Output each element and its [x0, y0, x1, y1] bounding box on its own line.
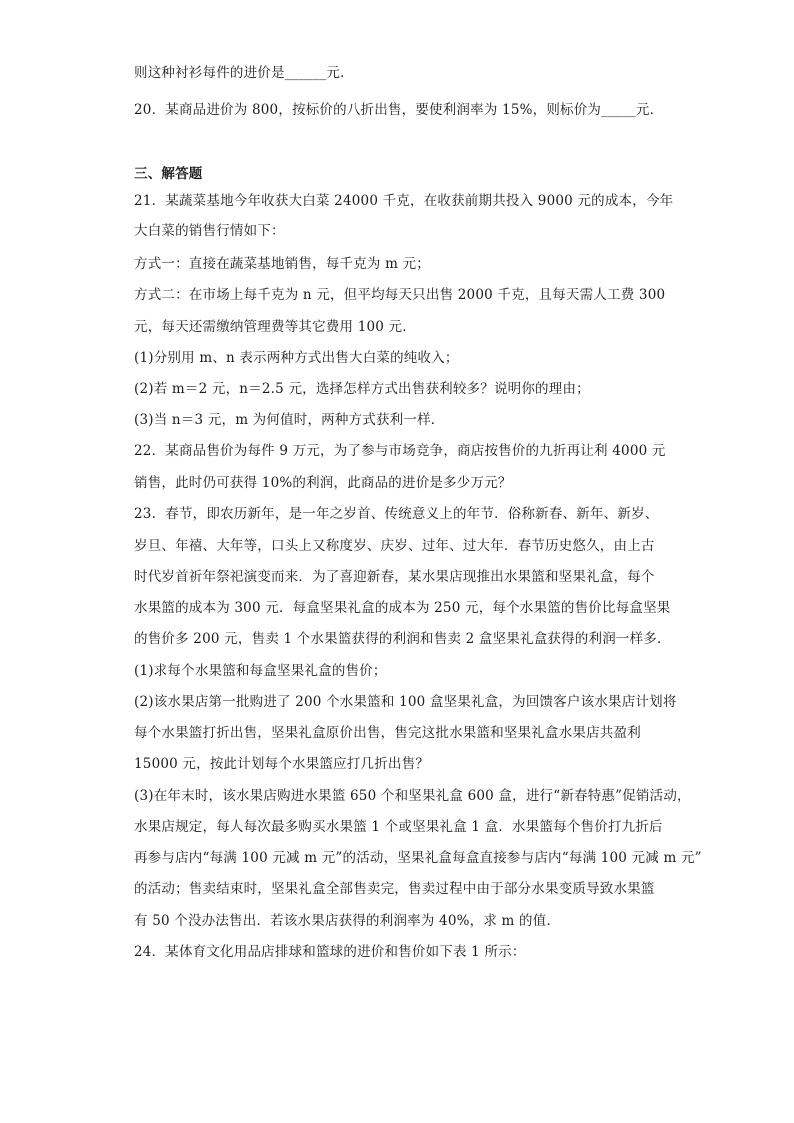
- q21-option-2: 方式二：在市场上每千克为 n 元，但平均每天只出售 2000 千克，且每天需人工费 300: [134, 287, 666, 303]
- q23-part-3-line-5: 有 50 个没办法售出．若该水果店获得的利润率为 40%，求 m 的值．: [134, 913, 561, 929]
- q19-tail: 则这种衬衫每件的进价是______元．: [134, 65, 354, 81]
- q24-line-1: 24．某体育文化用品店排球和篮球的进价和售价如下表 1 所示：: [134, 944, 526, 960]
- q23-part-2-line-2: 每个水果篮打折出售，坚果礼盒原价出售，售完这批水果篮和坚果礼盒水果店共盈利: [134, 725, 641, 741]
- q23-part-2-line-1: (2)该水果店第一批购进了 200 个水果篮和 100 盒坚果礼盒，为回馈客户该水果店计划将: [134, 694, 677, 710]
- q23-part-3-line-1: (3)在年末时，该水果店购进水果篮 650 个和坚果礼盒 600 盒，进行“新春特惠”促销活动，: [134, 788, 691, 804]
- q23-part-1: (1)求每个水果篮和每盒坚果礼盒的售价；: [134, 663, 387, 679]
- q23-line-2: 岁旦、年禧、大年等，口头上又称度岁、庆岁、过年、过大年．春节历史悠久，由上古: [134, 538, 655, 554]
- q23-line-5: 的售价多 200 元，售卖 1 个水果篮获得的利润和售卖 2 盒坚果礼盒获得的利润一样多．: [134, 631, 671, 647]
- q21-option-2-cont: 元，每天还需缴纳管理费等其它费用 100 元．: [134, 319, 416, 335]
- q23-line-4: 水果篮的成本为 300 元．每盒坚果礼盒的成本为 250 元，每个水果篮的售价比每盒坚果: [134, 600, 671, 616]
- q20-text: 20．某商品进价为 800，按标价的八折出售，要使利润率为 15%，则标价为_____元．: [134, 102, 664, 118]
- q22-line-1: 22．某商品售价为每件 9 万元，为了参与市场竞争，商店按售价的九折再让利 4000 元: [134, 443, 666, 459]
- q23-part-3-line-4: 的活动；售卖结束时，坚果礼盒全部售卖完，售卖过程中由于部分水果变质导致水果篮: [134, 881, 655, 897]
- q21-line-1: 21．某蔬菜基地今年收获大白菜 24000 千克，在收获前期共投入 9000 元的成本，今年: [134, 193, 674, 209]
- q22-line-2: 销售，此时仍可获得 10%的利润，此商品的进价是多少万元？: [134, 475, 512, 491]
- q23-part-3-line-2: 水果店规定，每人每次最多购买水果篮 1 个或坚果礼盒 1 盒．水果篮每个售价打九折后: [134, 819, 663, 835]
- q21-line-2: 大白菜的销售行情如下：: [134, 223, 285, 239]
- q23-part-3-line-3: 再参与店内“每满 100 元减 m 元”的活动，坚果礼盒每盒直接参与店内“每满 100 元减 m 元”: [134, 850, 702, 866]
- q23-line-1: 23．春节，即农历新年，是一年之岁首、传统意义上的年节．俗称新春、新年、新岁、: [134, 506, 659, 522]
- q21-option-1: 方式一：直接在蔬菜基地销售，每千克为 m 元；: [134, 256, 430, 272]
- q21-part-3: (3)当 n＝3 元，m 为何值时，两种方式获利一样．: [134, 412, 445, 428]
- q21-part-1: (1)分别用 m、n 表示两种方式出售大白菜的纯收入；: [134, 350, 459, 366]
- q21-part-2: (2)若 m＝2 元，n＝2.5 元，选择怎样方式出售获利较多？说明你的理由；: [134, 381, 590, 397]
- q23-line-3: 时代岁首祈年祭祀演变而来．为了喜迎新春，某水果店现推出水果篮和坚果礼盒，每个: [134, 569, 655, 585]
- section-heading: 三、解答题: [134, 166, 203, 182]
- q23-part-2-line-3: 15000 元，按此计划每个水果篮应打几折出售？: [134, 756, 430, 772]
